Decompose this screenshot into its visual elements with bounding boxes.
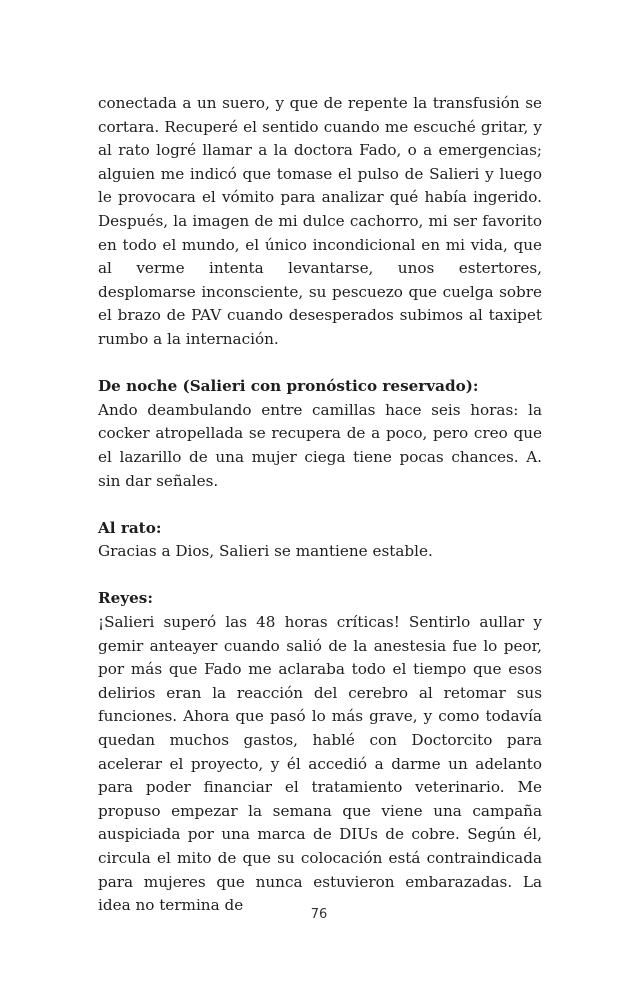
section-de-noche bbox=[98, 375, 542, 493]
section-heading: Reyes: bbox=[98, 589, 153, 608]
section-al-rato bbox=[98, 517, 542, 564]
section-text: Gracias a Dios, Salieri se mantiene estable. bbox=[98, 542, 433, 561]
page-body bbox=[98, 92, 542, 918]
section-heading: De noche (Salieri con pronóstico reservado): bbox=[98, 377, 479, 396]
section-text: ¡Salieri superó las 48 horas críticas! Sentirlo aullar y gemir anteayer cuando salió de la anestesia fue lo peor, por más que Fado me aclaraba todo el tiempo que esos delirios eran la reacción del cerebro al retomar sus funciones. Ahora que pasó lo más grave, y como todavía quedan muchos gastos, hablé con Doctorcito para acelerar el proyecto, y él accedió a darme un adelanto para poder financiar el tratamiento veterinario. Me propuso empezar la semana que viene una campaña auspiciada por una marca de DIUs de cobre. Según él, circula el mito de que su colocación está contraindicada para mujeres que nunca estuvieron embarazadas. La idea no termina de bbox=[98, 613, 542, 915]
page-number: 76 bbox=[310, 907, 328, 922]
section-heading: Al rato: bbox=[98, 518, 162, 537]
section-reyes bbox=[98, 587, 542, 917]
intro-paragraph: conectada a un suero, y que de repente la transfusión se cortara. Recuperé el sentido cuando me escuché gritar, y al rato logré llamar a la doctora Fado, o a emergencias; alguien me indicó que tomase el pulso de Salieri y luego le provocara el vómito para analizar qué había ingerido. Después, la imagen de mi dulce cachorro, mi ser favorito en todo el mundo, el único incondicional en mi vida, que al verme intenta levantarse, unos estertores, desplomarse inconsciente, su pescuezo que cuelga sobre el brazo de PAV cuando desesperados subimos al taxipet rumbo a la internación. bbox=[98, 94, 542, 348]
section-text: Ando deambulando entre camillas hace seis horas: la cocker atropellada se recupera de a poco, pero creo que el lazarillo de una mujer ciega tiene pocas chances. A. sin dar señales. bbox=[98, 400, 542, 490]
